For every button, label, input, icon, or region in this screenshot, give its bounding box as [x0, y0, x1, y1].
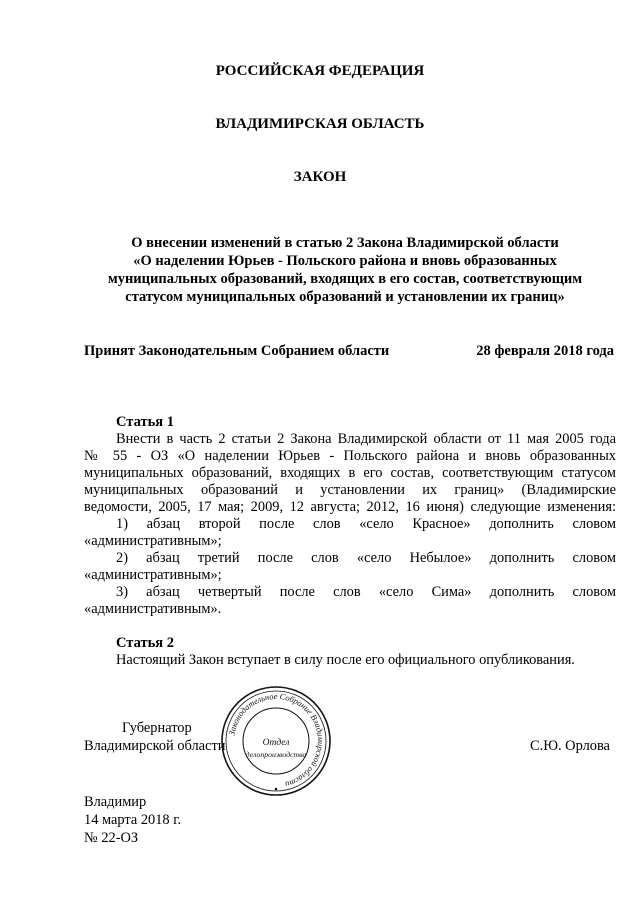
article-line: 3) абзац четвертый после слов «село Сима» дополнить словом — [116, 584, 616, 600]
article-line: «административным». — [84, 601, 222, 617]
stamp-ring-text: Законодательное Собрание Владимирской области — [227, 691, 326, 789]
adopted-by: Принят Законодательным Собранием области — [84, 343, 390, 359]
title-line: «О наделении Юрьев - Польского района и вновь образованных — [133, 253, 557, 269]
doc-type-heading: ЗАКОН — [293, 169, 347, 185]
article-line: муниципальных образований и установлении их границ» (Владимирские — [84, 482, 616, 498]
region-heading: ВЛАДИМИРСКАЯ ОБЛАСТЬ — [215, 116, 425, 132]
adoption-line — [84, 342, 614, 360]
footer-number: № 22-ОЗ — [84, 830, 139, 846]
title-line: статусом муниципальных образований и установлении их границ» — [125, 289, 565, 305]
article-1-body — [84, 431, 616, 618]
law-title — [100, 234, 590, 306]
title-line: О внесении изменений в статью 2 Закона Владимирской области — [131, 235, 559, 251]
article-line: Настоящий Закон вступает в силу после его официального опубликования. — [116, 652, 575, 668]
title-line: муниципальных образований, входящих в его состав, соответствующим — [107, 271, 583, 287]
article-line: «административным»; — [84, 567, 222, 583]
stamp-center-line2: делопроизводства — [245, 750, 307, 759]
article-line: Внести в часть 2 статьи 2 Закона Владимирской области от 11 мая 2005 года — [116, 431, 616, 447]
article-1-heading: Статья 1 — [116, 414, 174, 430]
footer-date: 14 марта 2018 г. — [84, 812, 182, 828]
signatory-title-line1: Губернатор — [122, 720, 192, 736]
article-2-heading: Статья 2 — [116, 635, 174, 651]
article-line: 2) абзац третий после слов «село Небылое» дополнить словом — [116, 550, 616, 566]
official-stamp — [220, 685, 332, 797]
signatory-title-line2: Владимирской области — [84, 738, 226, 754]
signatory-name: С.Ю. Орлова — [530, 738, 610, 754]
article-line: № 55 - ОЗ «О наделении Юрьев - Польского района и вновь образованных — [84, 448, 616, 464]
stamp-center-line1: Отдел — [262, 738, 290, 748]
country-heading: РОССИЙСКАЯ ФЕДЕРАЦИЯ — [215, 63, 425, 79]
article-2-body — [84, 652, 616, 669]
article-line: муниципальных образований, входящих в его состав, соответствующим статусом — [84, 465, 616, 481]
article-line: 1) абзац второй после слов «село Красное» дополнить словом — [116, 516, 616, 532]
adopted-date: 28 февраля 2018 года — [476, 343, 614, 359]
article-line: «административным»; — [84, 533, 222, 549]
article-line: ведомости, 2005, 17 мая; 2009, 12 августа; 2012, 16 июня) следующие изменения: — [84, 499, 616, 515]
footer-city: Владимир — [84, 794, 147, 810]
